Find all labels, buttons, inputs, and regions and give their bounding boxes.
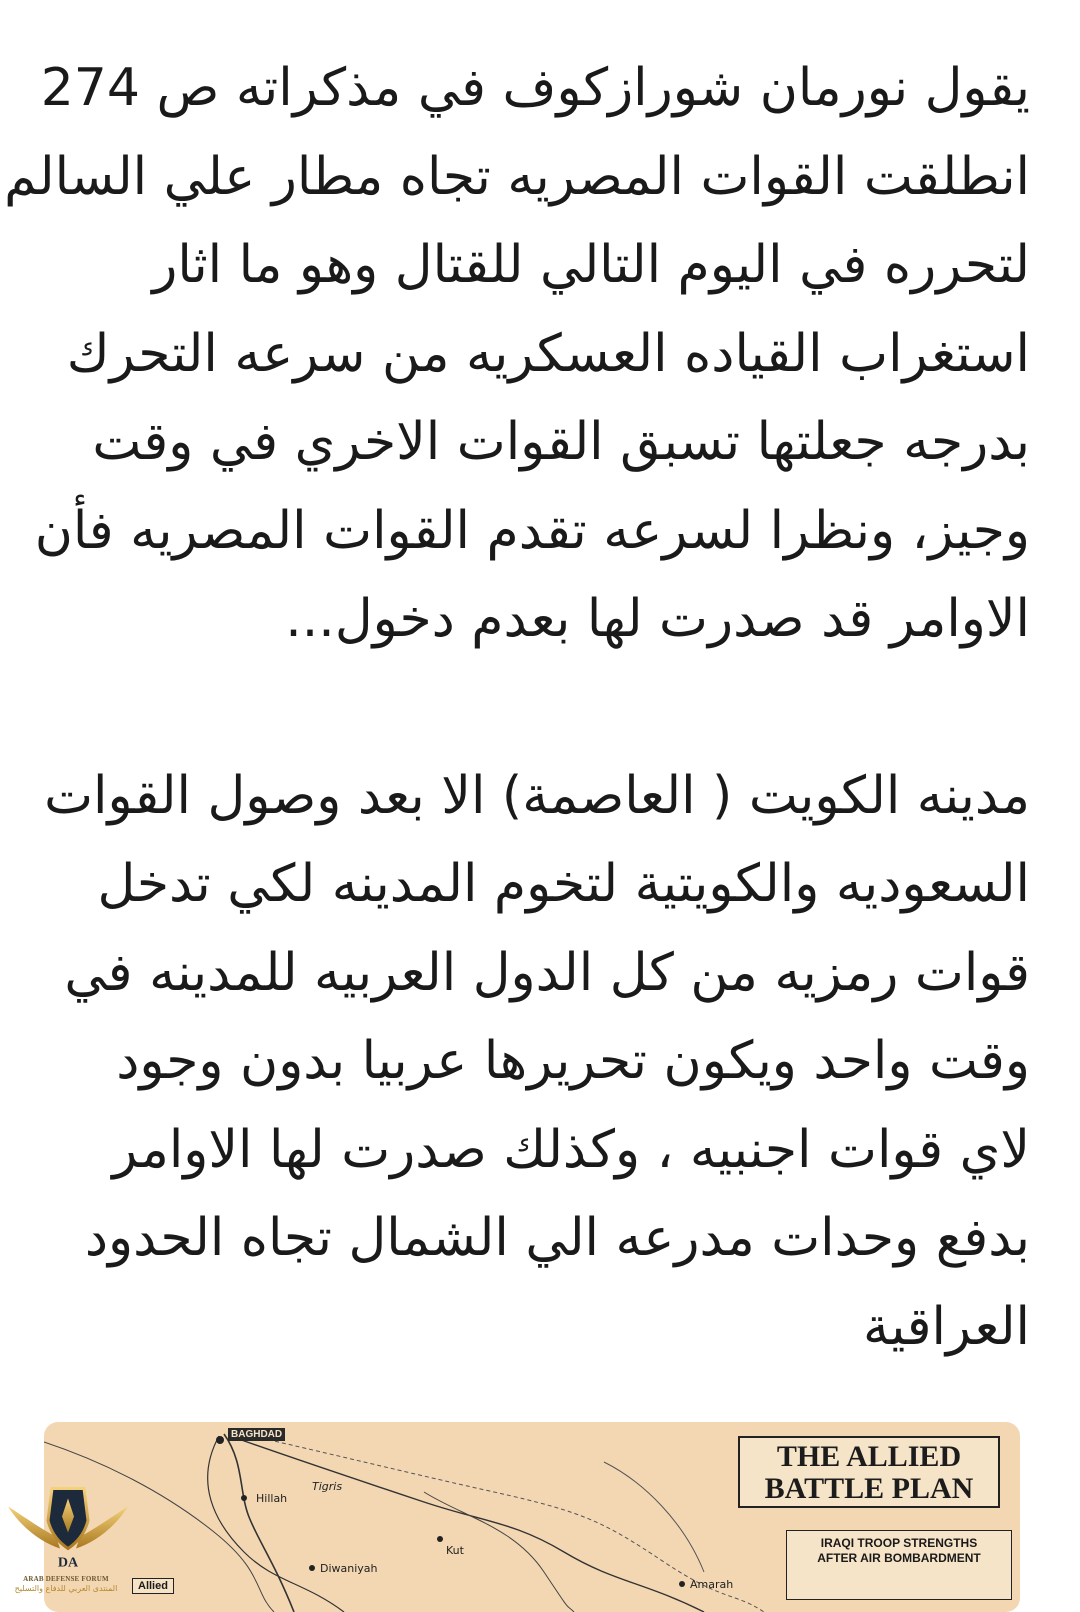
text-line: يقول نورمان شورازكوف في مذكراته ص 274	[40, 58, 1030, 118]
battle-plan-map-image[interactable]	[44, 1422, 1020, 1612]
text-line: استغراب القياده العسكريه من سرعه التحرك	[66, 323, 1030, 384]
text-line: وجيز، ونظرا لسرعه تقدم القوات المصريه فأن	[34, 500, 1030, 561]
text-line: العراقية	[863, 1296, 1030, 1357]
kut-label: Kut	[446, 1544, 464, 1557]
text-line: قوات رمزيه من كل الدول العربيه للمدينه في	[64, 942, 1030, 1003]
text-line: مدينه الكويت ( العاصمة) الا بعد وصول القوات	[44, 765, 1030, 826]
paragraph-spacer	[70, 664, 1030, 752]
diwaniyah-label: Diwaniyah	[320, 1562, 378, 1575]
text-line: لاي قوات اجنبيه ، وكذلك صدرت لها الاوامر	[112, 1119, 1030, 1180]
amarah-label: Amarah	[690, 1578, 734, 1591]
text-line: لتحرره في اليوم التالي للقتال وهو ما اثار	[152, 235, 1030, 295]
text-line: بدرجه جعلتها تسبق القوات الاخري في وقت	[92, 412, 1030, 472]
map-subtitle-line-2: AFTER AIR BOMBARDMENT	[817, 1551, 981, 1565]
map-title-box	[738, 1436, 1000, 1508]
tigris-label: Tigris	[312, 1480, 343, 1493]
paragraph-1	[4, 44, 1030, 664]
map-title-line-1: THE ALLIED	[776, 1440, 962, 1473]
text-line: بدفع وحدات مدرعه الي الشمال تجاه الحدود	[84, 1208, 1030, 1268]
map-subtitle-box	[786, 1530, 1012, 1600]
post-body	[4, 44, 1030, 1371]
baghdad-label: BAGHDAD	[228, 1428, 285, 1441]
paragraph-2	[44, 752, 1030, 1372]
map-title-line-2: BATTLE PLAN	[764, 1472, 974, 1505]
forum-name-ar: المنتدى العربي للدفاع والتسليح	[14, 1584, 118, 1593]
text-line: الاوامر قد صدرت لها بعدم دخول...	[285, 589, 1030, 649]
text-line: السعوديه والكويتية لتخوم المدينه لكي تدخل	[97, 854, 1030, 914]
hillah-label: Hillah	[256, 1492, 288, 1505]
text-line: وقت واحد ويكون تحريرها عربيا بدون وجود	[116, 1031, 1030, 1091]
allied-label: Allied	[132, 1578, 174, 1594]
logo-monogram: DA	[57, 1555, 79, 1571]
text-line: انطلقت القوات المصريه تجاه مطار علي السالم	[4, 146, 1030, 207]
map-subtitle-line-1: IRAQI TROOP STRENGTHS	[820, 1536, 978, 1550]
forum-name-en: ARAB DEFENSE FORUM	[23, 1575, 109, 1583]
